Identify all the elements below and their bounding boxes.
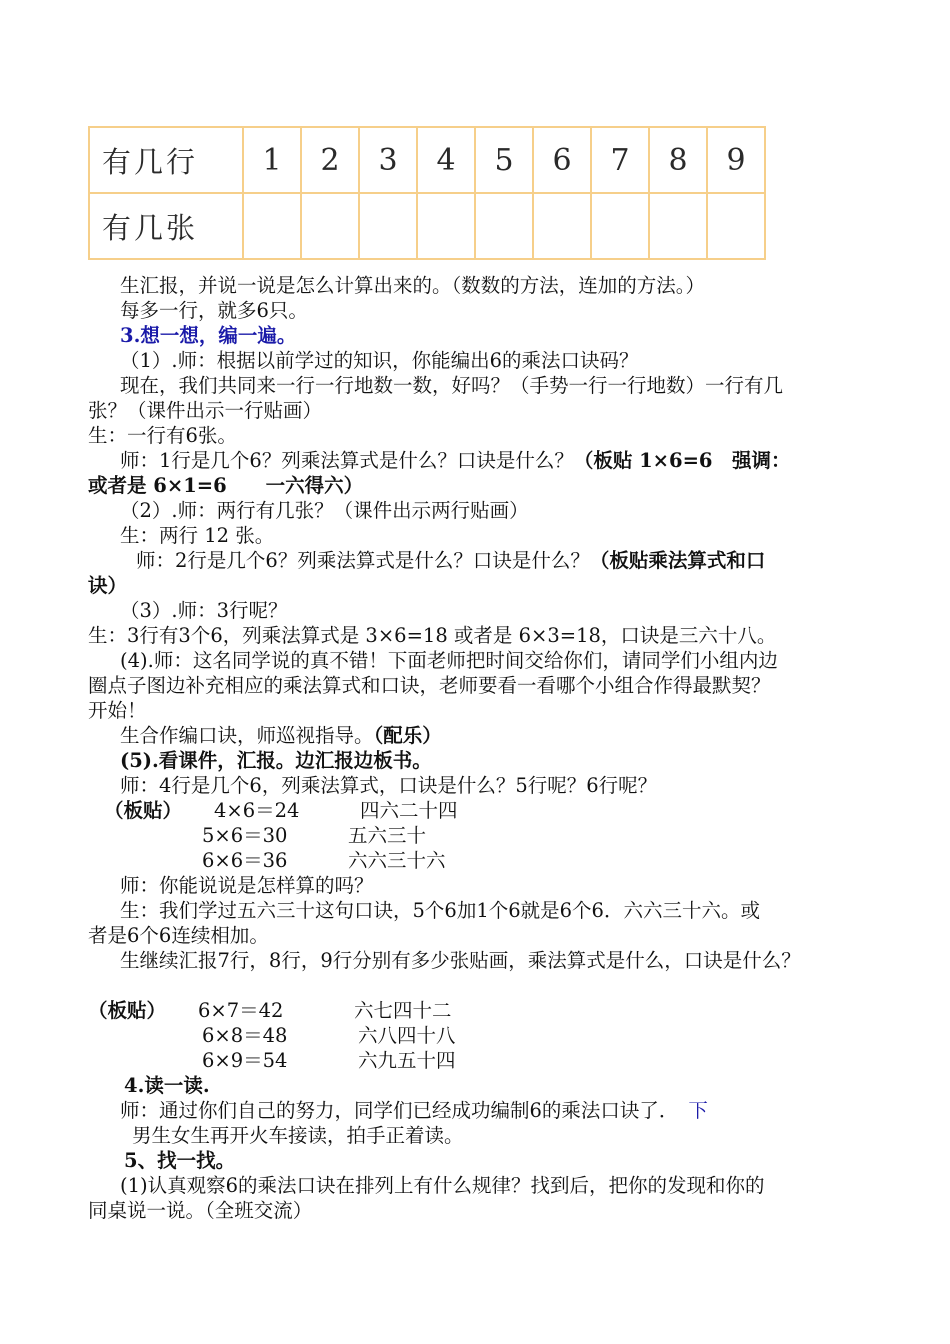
text-line: 男生女生再开火车接读，拍手正着读。 (132, 1124, 464, 1147)
board-label: （板贴） (88, 999, 167, 1022)
equation: 6×8＝48 (202, 1024, 288, 1047)
text-span: 师：通过你们自己的努力，同学们已经成功编制6的乘法口诀了． (120, 1099, 679, 1122)
table-cell: 6 (533, 127, 591, 193)
rhyme: 六六三十六 (348, 849, 446, 872)
text-line: （2）.师：两行有几张？（课件出示两行贴画） (120, 499, 529, 522)
equation: 5×6＝30 (202, 824, 288, 847)
rhyme: 五六三十 (348, 824, 427, 847)
text-line: 每多一行，就多6只。 (120, 299, 308, 322)
text-line (120, 723, 442, 748)
text-line: 生：我们学过五六三十这句口诀，5个6加1个6就是6个6．六六三十六。或 (120, 899, 760, 922)
rhyme: 六八四十八 (358, 1024, 456, 1047)
board-label: （板贴） (104, 799, 183, 822)
table-cell: 5 (475, 127, 533, 193)
bold-span: （板贴乘法算式和口 (589, 549, 766, 572)
text-line: 现在，我们共同来一行一行地数一数，好吗？（手势一行一行地数）一行有几 (120, 374, 784, 397)
text-line (136, 548, 765, 573)
text-line: （3）.师：3行呢？ (120, 599, 288, 622)
text-line: （1）.师：根据以前学过的知识，你能编出6的乘法口诀码？ (120, 349, 639, 372)
table-cell-empty (707, 193, 765, 259)
table-cell: 9 (707, 127, 765, 193)
text-span: 生合作编口诀，师巡视指导。 (120, 724, 374, 747)
text-line (120, 1098, 708, 1123)
text-span: 师：1行是几个6？列乘法算式是什么？口诀是什么？ (120, 449, 574, 472)
text-line: 生：3行有3个6，列乘法算式是 3×6=18 或者是 6×3=18，口诀是三六十八。 (88, 624, 777, 647)
table-cell: 2 (301, 127, 359, 193)
table-row (89, 193, 765, 259)
table-cell: 8 (649, 127, 707, 193)
table-cell: 3 (359, 127, 417, 193)
section-heading: 4.读一读. (124, 1074, 210, 1097)
text-line: 师：4行是几个6，列乘法算式，口诀是什么？5行呢？6行呢？ (120, 774, 658, 797)
text-line: 生：一行有6张。 (88, 424, 237, 447)
table-cell-empty (649, 193, 707, 259)
section-heading: 5、找一找。 (124, 1149, 236, 1172)
equation: 6×9＝54 (202, 1049, 288, 1072)
table-cell-empty (475, 193, 533, 259)
rhyme: 六九五十四 (358, 1049, 456, 1072)
text-line: (4).师：这名同学说的真不错！下面老师把时间交给你们，请同学们小组内边 (120, 649, 778, 672)
text-line: 师：你能说说是怎样算的吗？ (120, 874, 374, 897)
text-span: 师：2行是几个6？列乘法算式是什么？口诀是什么？ (136, 549, 590, 572)
text-line: 生继续汇报7行，8行，9行分别有多少张贴画，乘法算式是什么，口诀是什么？ (120, 949, 801, 972)
bold-span: （配乐） (373, 724, 442, 747)
rhyme: 四六二十四 (360, 799, 458, 822)
text-line: (1)认真观察6的乘法口诀在排列上有什么规律？找到后，把你的发现和你的 (120, 1174, 765, 1197)
table-cell-empty (533, 193, 591, 259)
text-line: 生汇报，并说一说是怎么计算出来的。（数数的方法，连加的方法。） (120, 274, 706, 297)
table-cell-empty (359, 193, 417, 259)
text-line: 生：两行 12 张。 (120, 524, 275, 547)
table-cell-empty (417, 193, 475, 259)
table-cell-empty (301, 193, 359, 259)
bold-span: （板贴 1×6=6 强调： (573, 449, 791, 472)
blue-span: 下 (688, 1099, 708, 1122)
text-line (120, 448, 791, 473)
row-header-sheets: 有几张 (89, 193, 243, 259)
rows-count-table (88, 126, 766, 260)
bold-line: 或者是 6×1=6 一六得六） (88, 474, 364, 497)
row-header-rows: 有几行 (89, 127, 243, 193)
bold-line: (5).看课件，汇报。边汇报边板书。 (120, 749, 432, 772)
section-heading: 3.想一想，编一遍。 (120, 324, 297, 347)
text-line: 开始！ (88, 699, 147, 722)
equation: 6×7＝42 (198, 999, 284, 1022)
equation: 4×6＝24 (214, 799, 300, 822)
table-cell: 1 (243, 127, 301, 193)
table-cell: 4 (417, 127, 475, 193)
equation: 6×6＝36 (202, 849, 288, 872)
text-line: 者是6个6连续相加。 (88, 924, 269, 947)
rhyme: 六七四十二 (354, 999, 452, 1022)
text-line: 同桌说一说。（全班交流） (88, 1199, 313, 1222)
table-cell: 7 (591, 127, 649, 193)
text-line: 圈点子图边补充相应的乘法算式和口诀，老师要看一看哪个小组合作得最默契？ (88, 674, 771, 697)
table-row (89, 127, 765, 193)
text-line: 张？（课件出示一行贴画） (88, 399, 323, 422)
bold-line: 诀） (88, 574, 128, 597)
table-cell-empty (243, 193, 301, 259)
table-cell-empty (591, 193, 649, 259)
